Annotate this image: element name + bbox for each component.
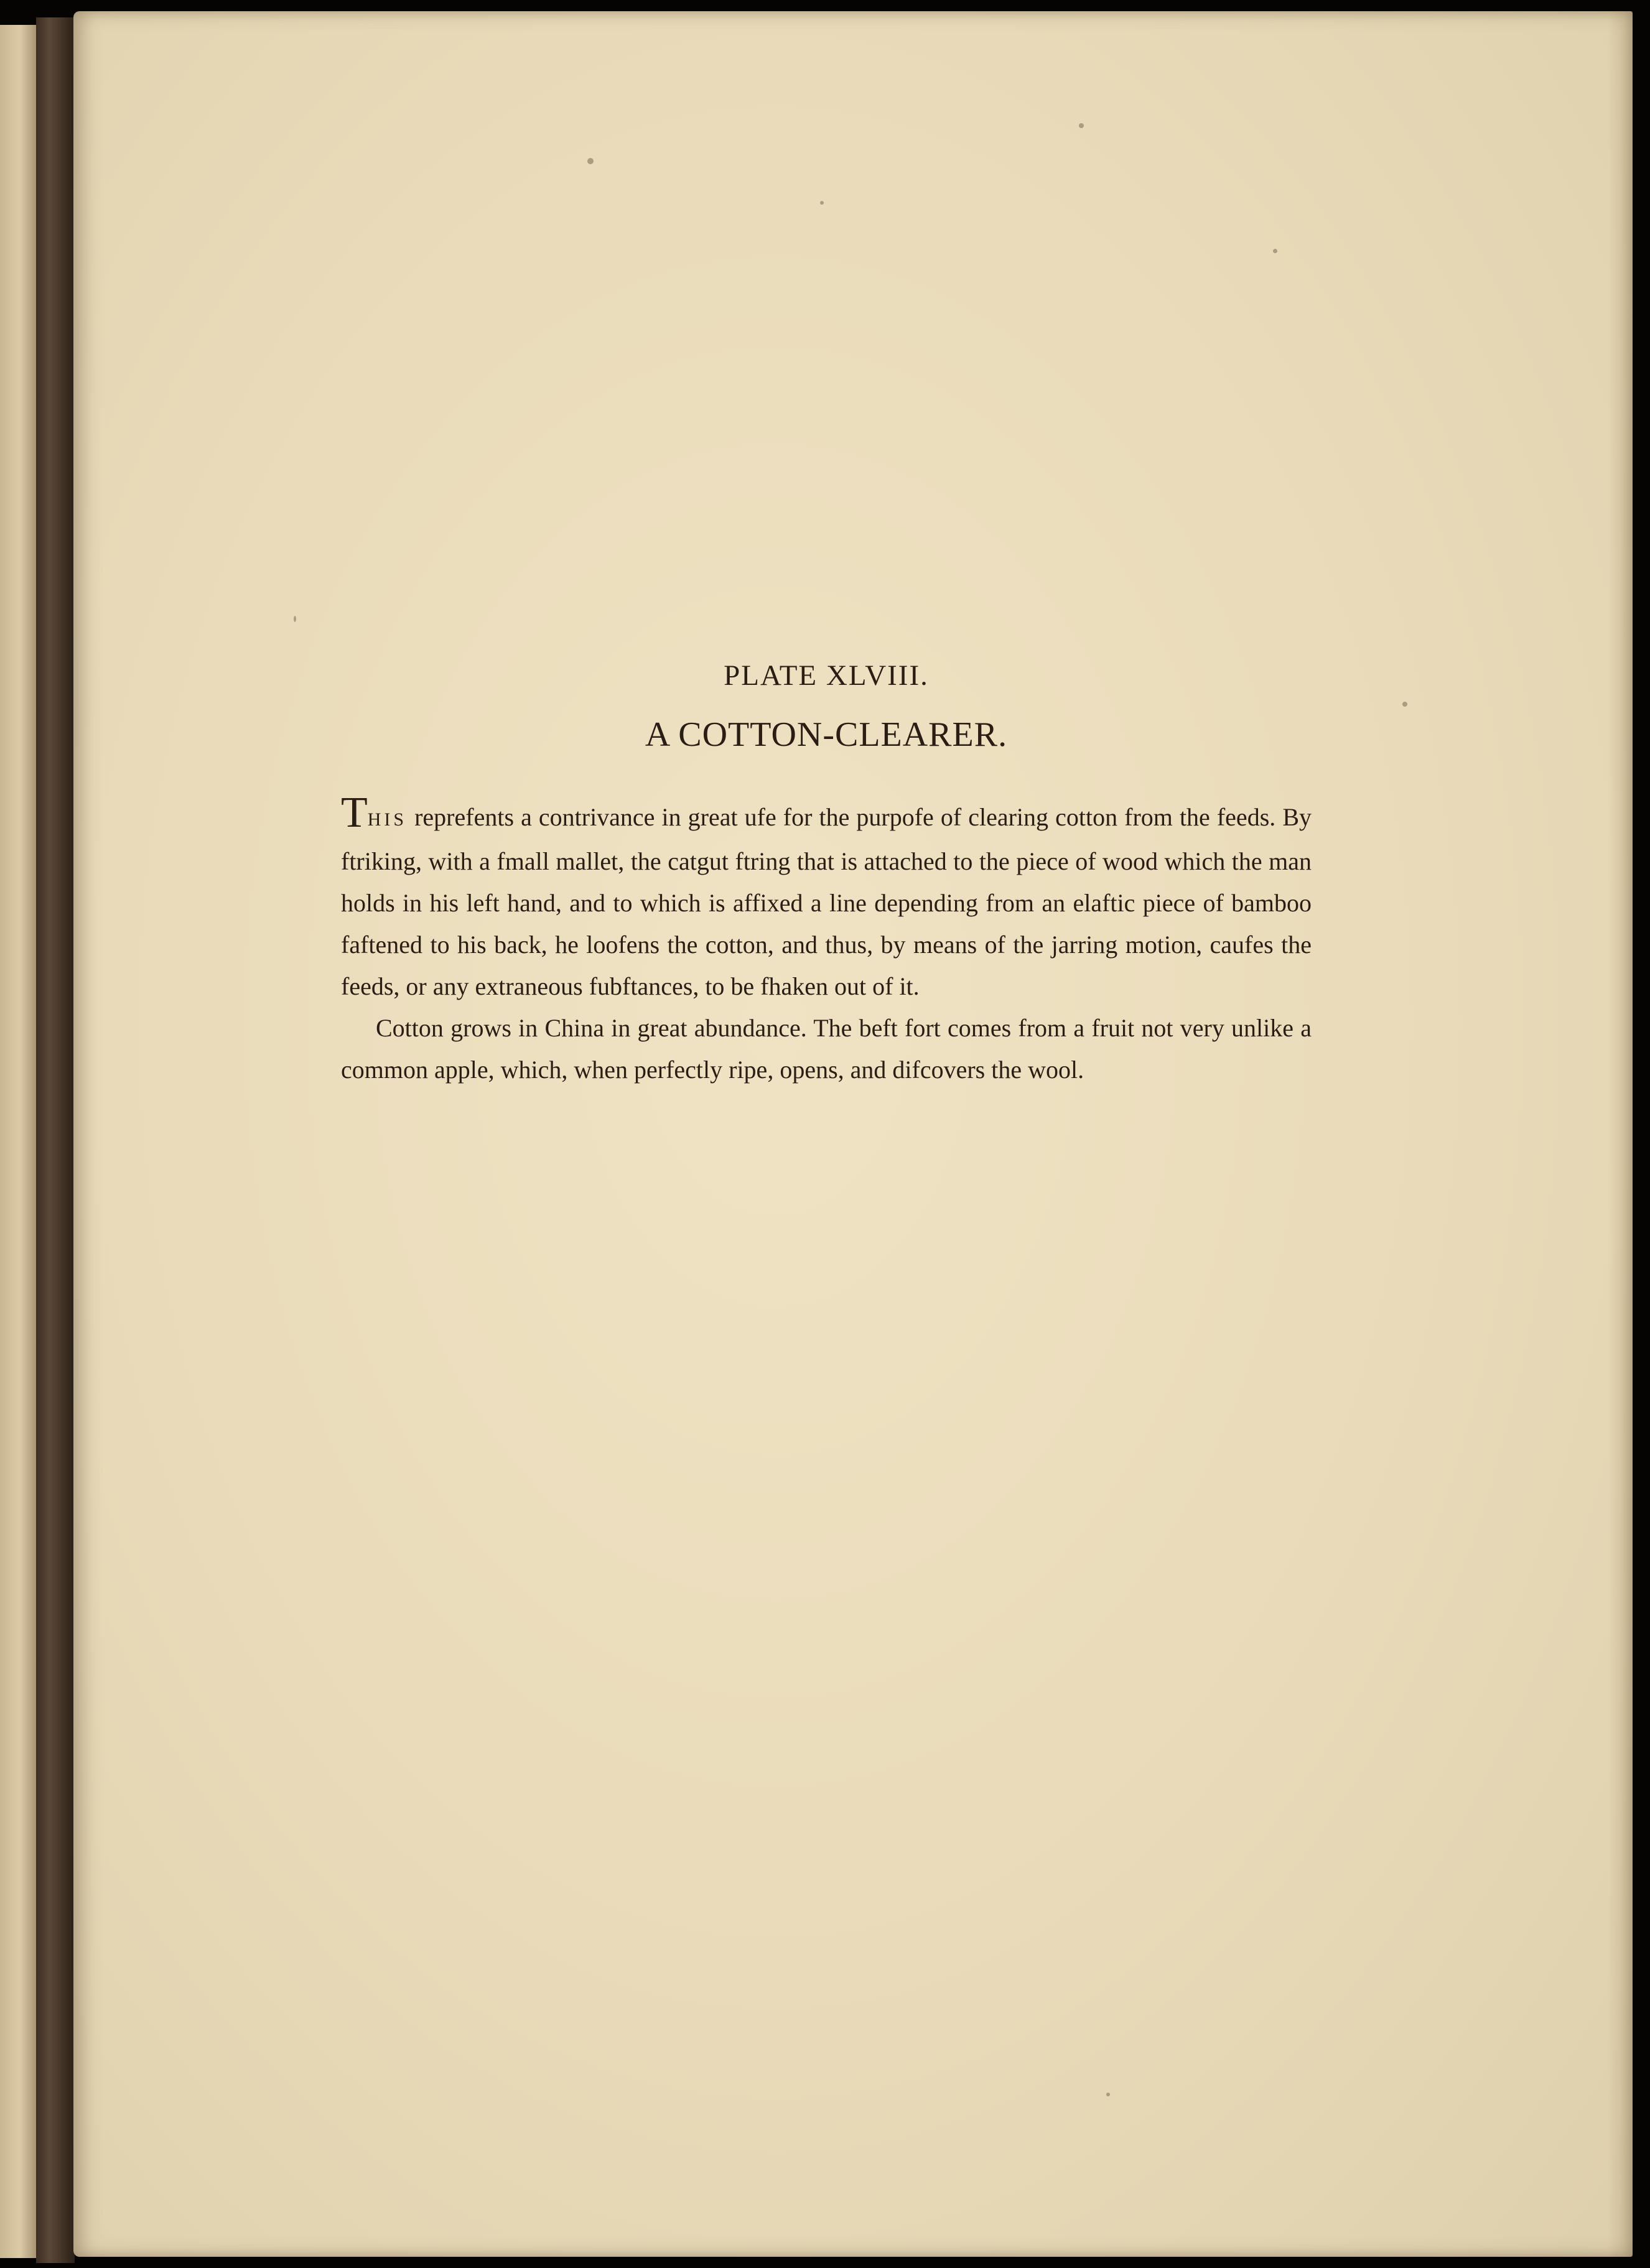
paper-speck <box>1106 2093 1110 2096</box>
plate-title: A COTTON-CLEARER. <box>645 715 1008 755</box>
plate-number: PLATE XLVIII. <box>724 659 929 692</box>
book-gutter <box>36 17 75 2263</box>
paragraph-description-text: reprefents a contrivance in great ufe for the purpofe of clearing cotton from the feeds. By ftriking, with a fmall mallet, the catgut ftring that is attached to the piece of wood which the man holds in his left hand, and to which is affixed a line depending from an elaftic piece of bamboo faftened to his back, he loofens the cotton, and thus, by means of the jarring motion, caufes the feeds, or any extraneous fubftances, to be fhaken out of it. <box>341 802 1312 1000</box>
paragraph-cotton-growth: Cotton grows in China in great abundance. The beft fort comes from a fruit not very unlike a common apple, which, when perfectly ripe, opens, and difcovers the wool. <box>341 1013 1312 1084</box>
paper-speck <box>820 201 824 205</box>
paper-speck <box>1273 249 1277 253</box>
paper-speck <box>294 616 296 622</box>
facing-page-edge <box>0 25 36 2258</box>
drop-initial: T <box>341 788 368 837</box>
book-page <box>73 11 1633 2257</box>
paper-speck <box>587 158 594 164</box>
paragraph-description <box>341 788 1312 1007</box>
smallcaps-word: HIS <box>367 809 408 830</box>
paper-speck <box>1079 123 1084 128</box>
page-text <box>341 658 1312 1090</box>
paper-speck <box>1402 702 1407 707</box>
page-edge-shadow <box>1608 11 1633 2257</box>
